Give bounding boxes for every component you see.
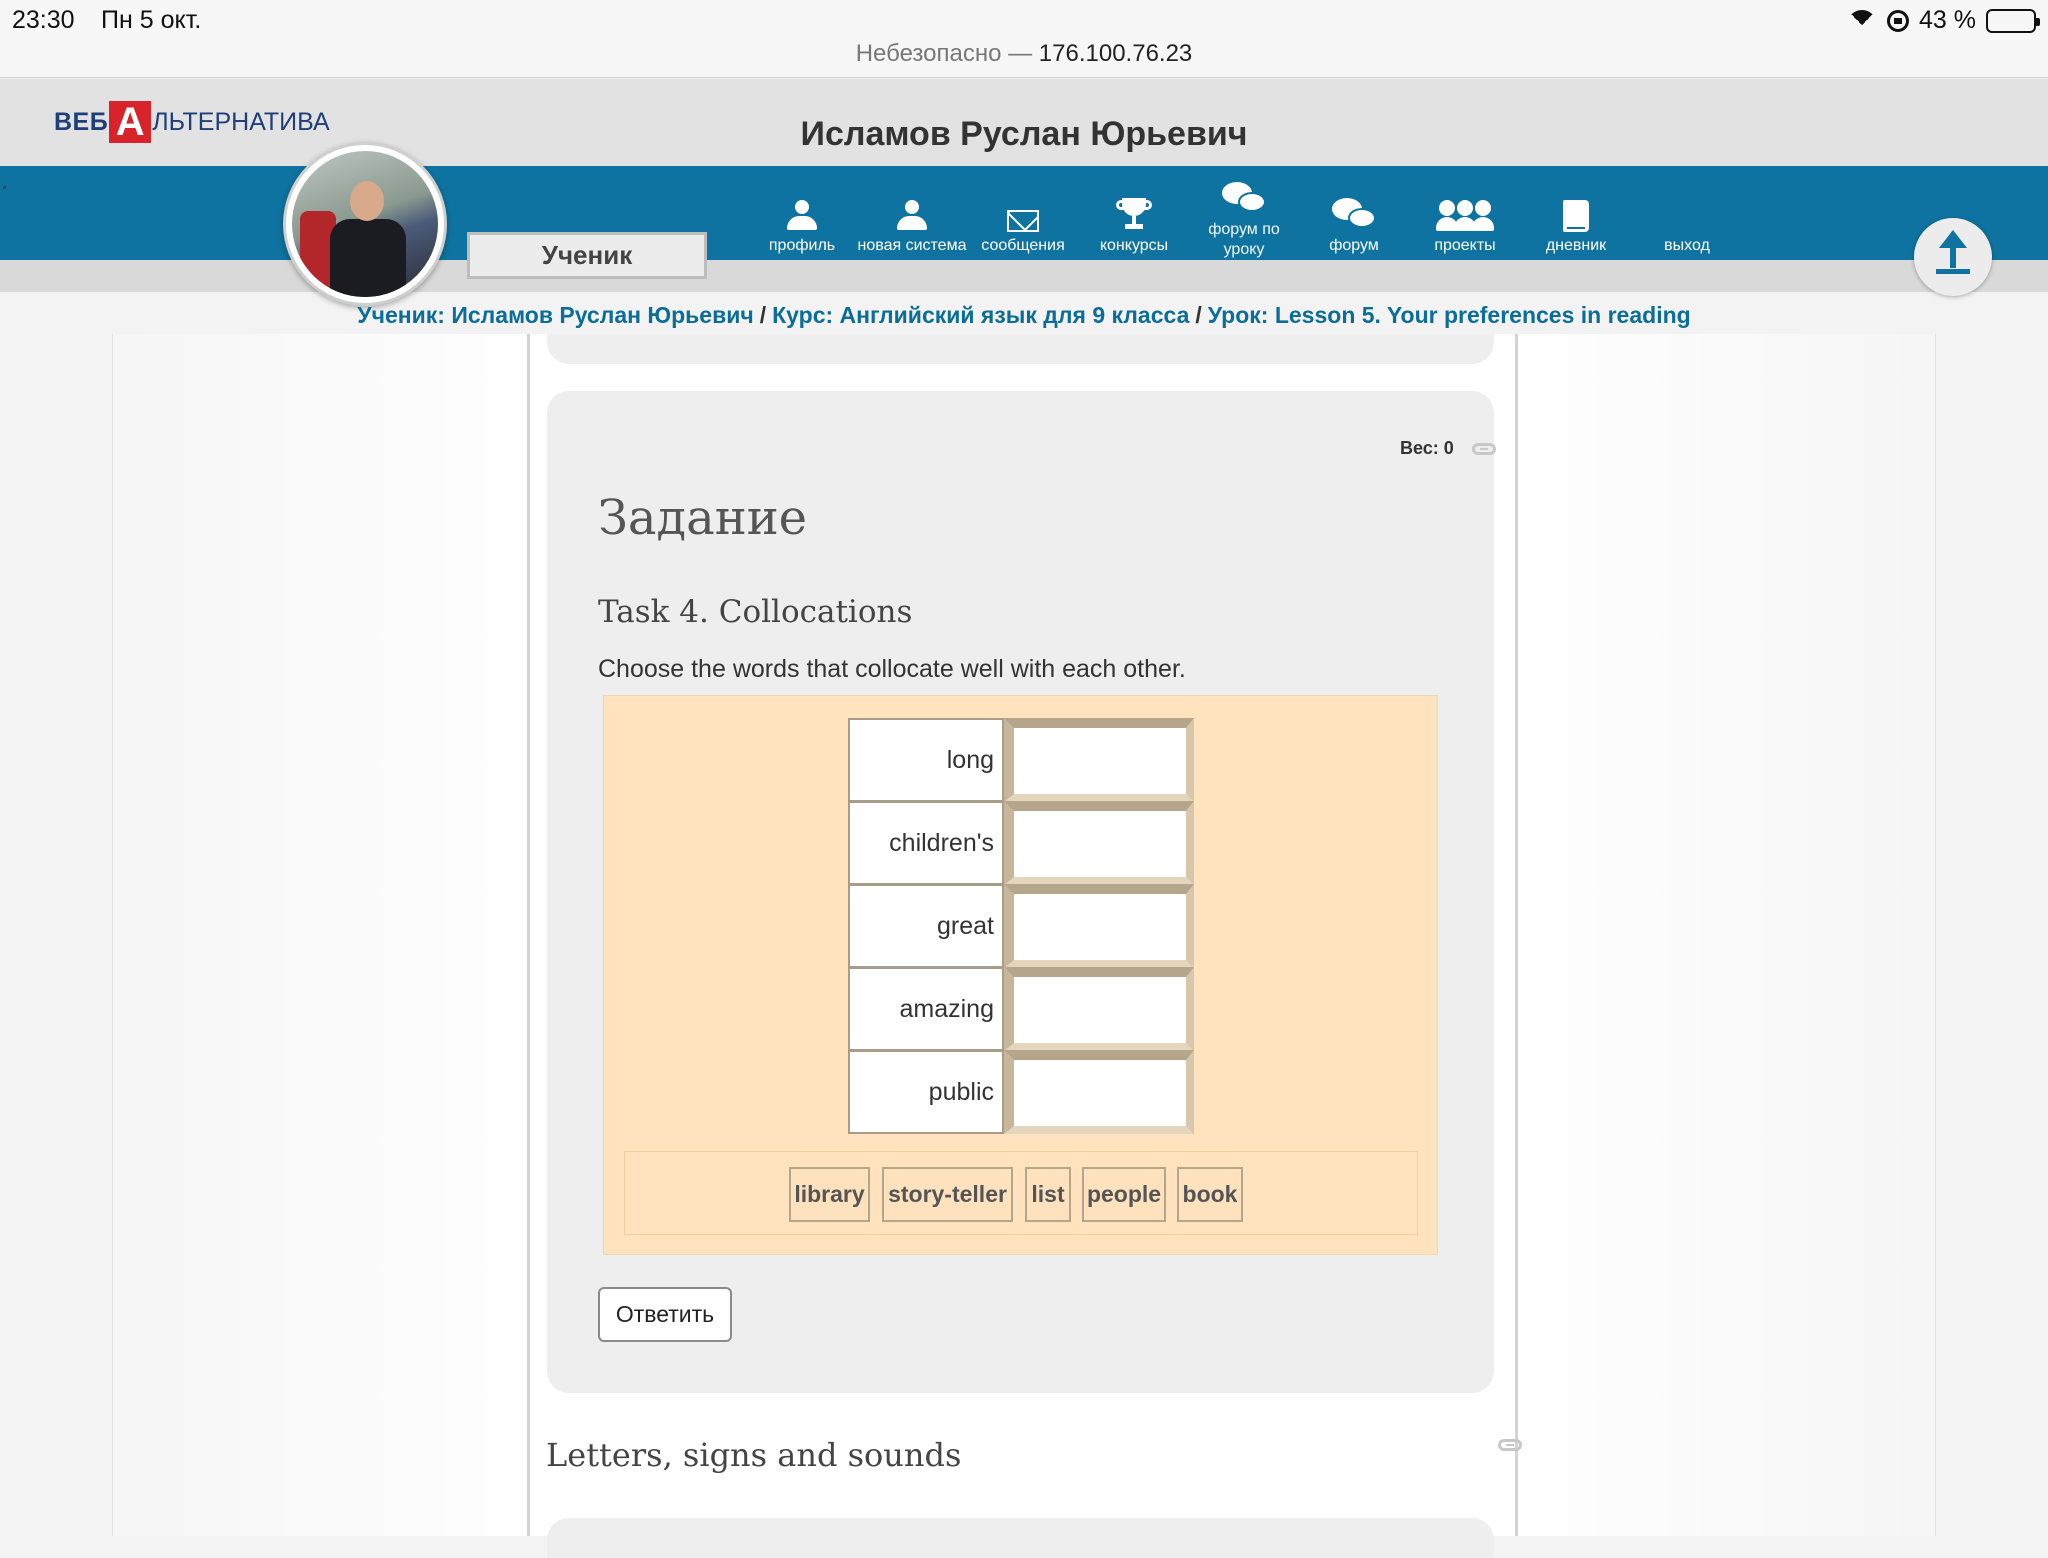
drop-slot[interactable] [1004,718,1194,802]
user-name-heading: Исламов Руслан Юрьевич [800,115,1248,153]
scroll-up-button[interactable] [1914,218,1992,296]
link-icon[interactable] [1472,443,1496,455]
pair-word: great [848,884,1004,968]
word-chip[interactable]: book [1177,1167,1243,1222]
nav-label: форум [1329,237,1379,254]
submit-answer-button[interactable]: Ответить [598,1287,732,1342]
breadcrumb-lesson[interactable]: Урок: Lesson 5. Your preferences in reading [1207,302,1691,328]
pair-word: long [848,718,1004,802]
pair-row [848,718,1194,802]
word-chip[interactable]: list [1025,1167,1071,1222]
trophy-icon [1116,198,1152,232]
task-title: Task 4. Collocations [598,594,913,630]
role-button[interactable]: Ученик [467,232,707,279]
word-chip[interactable]: library [789,1167,870,1222]
weight-label: Вес: 0 [1400,438,1454,458]
breadcrumb [0,302,2048,329]
person-icon [895,200,929,232]
drop-slot[interactable] [1004,801,1194,885]
nav-item-projects[interactable] [1410,166,1520,260]
drop-slot[interactable] [1004,1050,1194,1134]
breadcrumb-course[interactable]: Курс: Английский язык для 9 класса [772,302,1190,328]
pair-row [848,801,1194,885]
next-card [547,1518,1494,1558]
address-bar[interactable] [0,40,2048,68]
chat-icon [1332,198,1376,232]
nav-item-forum[interactable] [1299,166,1409,260]
avatar[interactable] [283,142,447,306]
person-icon [785,200,819,232]
previous-card [547,334,1494,364]
group-icon [1436,200,1494,232]
battery-percent: 43 % [1919,6,1976,34]
status-time: 23:30 [12,6,75,34]
status-bar [0,0,2048,78]
battery-icon [1986,9,2036,33]
pair-row [848,884,1194,968]
logo-letter: А [109,101,151,143]
logo-text-rest: ЛЬТЕРНАТИВА [152,107,330,136]
nav-item-messages[interactable] [968,166,1078,260]
nav-label: проекты [1434,237,1496,254]
address-security-label: Небезопасно — [855,40,1039,67]
stray-dot [3,186,6,189]
nav-label: дневник [1545,237,1607,254]
word-chip[interactable]: people [1082,1167,1166,1222]
status-indicators [1847,6,2036,35]
nav-item-logout[interactable] [1632,166,1742,260]
breadcrumb-separator: / [1195,302,1202,328]
breadcrumb-separator: / [759,302,767,328]
pair-word: public [848,1050,1004,1134]
drop-slot[interactable] [1004,884,1194,968]
link-icon[interactable] [1498,1439,1522,1451]
pair-word: amazing [848,967,1004,1051]
status-date: Пн 5 окт. [101,6,202,34]
nav-label: новая система [857,237,967,254]
word-bank [624,1151,1418,1235]
breadcrumb-student[interactable]: Ученик: Исламов Руслан Юрьевич [357,302,754,328]
site-header [0,79,2048,166]
logo-text-left: ВЕБ [54,107,109,136]
chat-icon [1222,182,1266,216]
nav-item-new-system[interactable] [857,166,967,260]
task-heading: Задание [598,490,808,546]
nav-label: профиль [768,237,836,254]
task-description: Choose the words that collocate well with each other. [598,655,1186,683]
wifi-icon [1847,10,1877,32]
nav-label: сообщения [981,237,1065,254]
orientation-lock-icon [1887,10,1909,32]
nav-item-lesson-forum[interactable] [1189,166,1299,260]
pair-word: children's [848,801,1004,885]
nav-item-profile[interactable] [747,166,857,260]
pair-row [848,967,1194,1051]
nav-label: конкурсы [1099,237,1169,254]
avatar-photo [292,151,438,297]
drop-slot[interactable] [1004,967,1194,1051]
nav-label: форум по уроку [1208,221,1280,258]
mail-icon [1007,210,1039,232]
word-chip[interactable]: story-teller [882,1167,1013,1222]
nav-item-diary[interactable] [1521,166,1631,260]
book-icon [1563,200,1589,232]
next-section-title: Letters, signs and sounds [546,1436,962,1474]
nav-item-contests[interactable] [1079,166,1189,260]
nav-label: выход [1664,237,1710,254]
address-host: 176.100.76.23 [1038,40,1193,67]
pair-row [848,1050,1194,1134]
